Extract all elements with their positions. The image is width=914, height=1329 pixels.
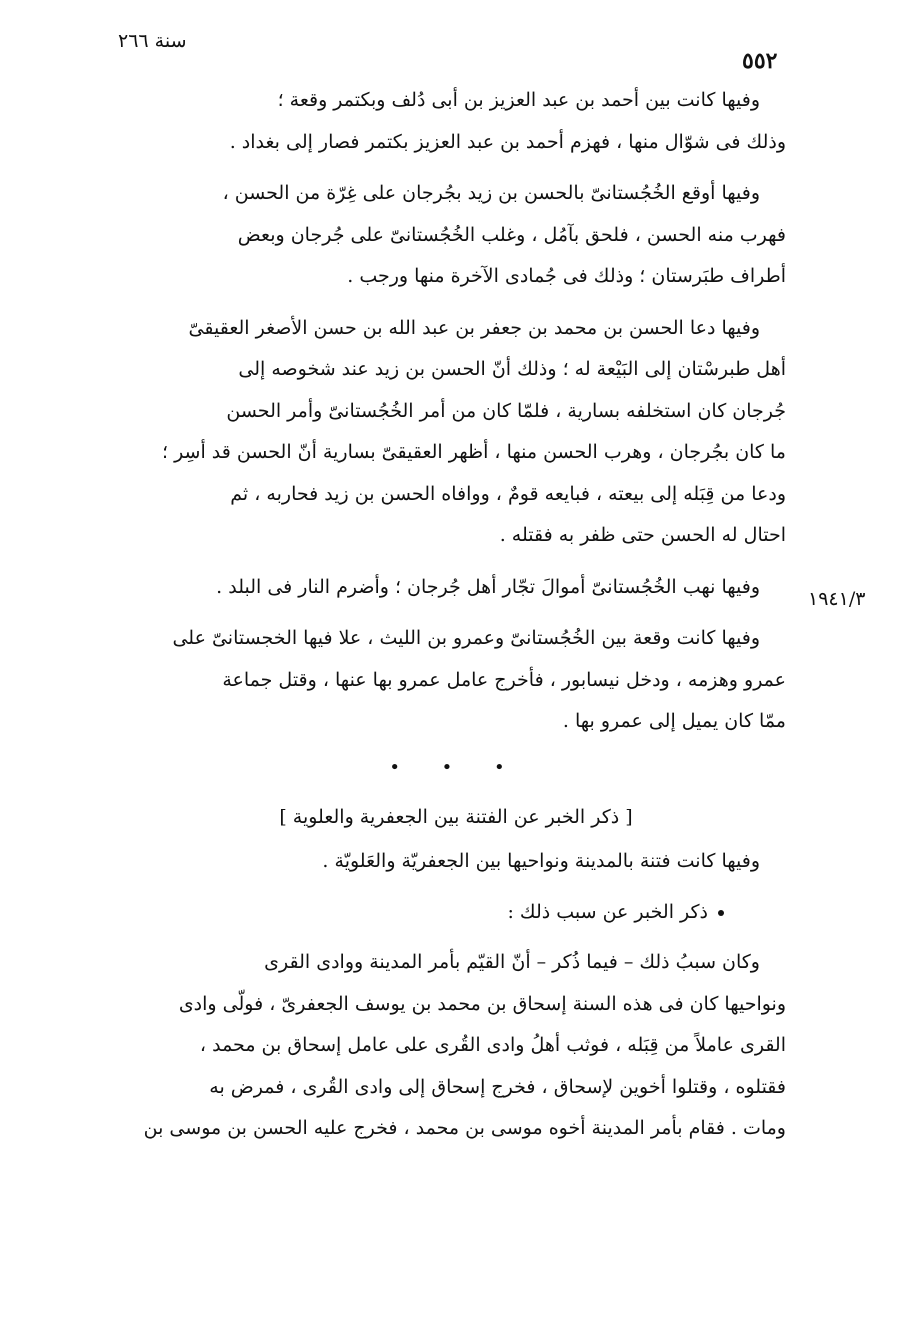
text-line: وفيها نهب الخُجُستانىّ أموالَ تجّار أهل جُرجان ؛ وأضرم النار فى البلد . — [216, 575, 760, 598]
text-line: ونواحيها كان فى هذه السنة إسحاق بن محمد بن يوسف الجعفرىّ ، فولّى وادى — [178, 992, 786, 1015]
text-line: وفيها كانت فتنة بالمدينة ونواحيها بين الجعفريّة والعَلويّة . — [322, 849, 760, 872]
sub-heading-text: ذكر الخبر عن سبب ذلك : — [507, 901, 708, 923]
running-header-year: سنة ٢٦٦ — [118, 30, 187, 52]
text-line: وكان سببُ ذلك – فيما ذُكر – أنّ القيّم بأمر المدينة ووادى القرى — [264, 951, 760, 973]
paragraph — [126, 618, 786, 743]
text-line: أهل طبرسْتان إلى البَيْعة له ؛ وذلك أنّ الحسن بن زيد عند شخوصه إلى — [238, 358, 786, 380]
section-intro — [126, 841, 786, 883]
page-body — [126, 80, 786, 1160]
paragraph — [126, 567, 786, 609]
text-line: وفيها كانت وقعة بين الخُجُستانىّ وعمرو بن الليث ، علا فيها الخجستانىّ على — [172, 627, 760, 649]
text-line: القرى عاملاً من قِبَله ، فوثب أهلُ وادى القُرى على عامل إسحاق بن محمد ، — [199, 1034, 786, 1056]
text-line: وفيها أوقع الخُجُستانىّ بالحسن بن زيد بجُرجان على غِرّة من الحسن ، — [222, 182, 760, 204]
text-line: ومات . فقام بأمر المدينة أخوه موسى بن محمد ، فخرج عليه الحسن بن موسى بن — [143, 1117, 786, 1139]
section-separator: • • • — [389, 756, 523, 778]
paragraph — [126, 80, 786, 163]
text-line: جُرجان كان استخلفه بسارية ، فلمّا كان من أمر الخُجُستانىّ وأمر الحسن — [226, 399, 786, 422]
paragraph — [126, 173, 786, 298]
text-line: عمرو وهزمه ، ودخل نيسابور ، فأخرج عامل عمرو بها عنها ، وقتل جماعة — [222, 668, 786, 691]
section-heading: [ ذكر الخبر عن الفتنة بين الجعفرية والعلوية ] — [279, 805, 633, 828]
margin-reference: ١٩٤١/٣ — [808, 588, 866, 610]
text-line: فقتلوه ، وقتلوا أخوين لإسحاق ، فخرج إسحاق إلى وادى القُرى ، فمرض به — [209, 1075, 786, 1098]
text-line: ما كان بجُرجان ، وهرب الحسن منها ، أظهر العقيقىّ بسارية أنّ الحسن قد أسِر ؛ — [161, 441, 786, 463]
text-line: ممّا كان يميل إلى عمرو بها . — [562, 710, 786, 732]
text-line: وفيها دعا الحسن بن محمد بن جعفر بن عبد الله بن حسن الأصغر العقيقىّ — [188, 316, 760, 339]
page-number: ٥٥٢ — [742, 48, 778, 74]
text-line: احتال له الحسن حتى ظفر به فقتله . — [499, 524, 786, 546]
sub-heading — [126, 892, 786, 932]
text-line: وفيها كانت بين أحمد بن عبد العزيز بن أبى دُلف وبكتمر وقعة ؛ — [277, 89, 760, 111]
paragraph — [126, 942, 786, 1150]
text-line: ودعا من قِبَله إلى بيعته ، فبايعه قومٌ ، ووافاه الحسن بن زيد فحاربه ، ثم — [230, 482, 786, 505]
text-line: وذلك فى شوّال منها ، فهزم أحمد بن عبد العزيز بكتمر فصار إلى بغداد . — [229, 130, 786, 153]
bullet-icon — [718, 910, 724, 916]
paragraph — [126, 308, 786, 557]
text-line: أطراف طبَرستان ؛ وذلك فى جُمادى الآخرة منها ورجب . — [347, 265, 786, 287]
text-line: فهرب منه الحسن ، فلحق بآمُل ، وغلب الخُجُستانىّ على جُرجان وبعض — [237, 223, 786, 246]
